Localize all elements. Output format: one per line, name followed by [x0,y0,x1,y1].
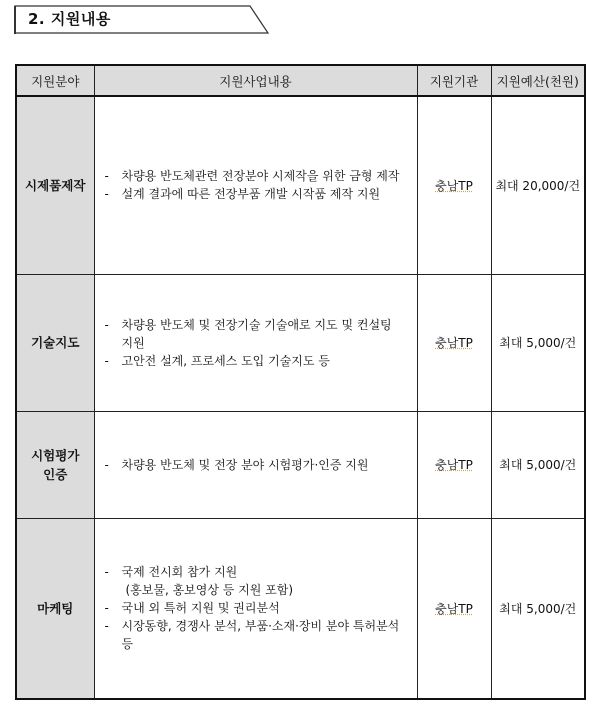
budget-cell: 최대 5,000/건 [491,274,585,411]
item-text: 국제 전시회 참가 지원 [121,565,238,580]
field-line: 인증 [43,466,68,482]
field-cell [16,411,94,518]
list-item [105,352,403,370]
item-text: 고안전 설계, 프로세스 도입 기술지도 등 [121,353,330,368]
table-row [16,96,585,274]
content-cell [94,411,417,518]
budget-cell: 최대 20,000/건 [491,96,585,274]
header-content: 지원사업내용 [94,65,417,96]
bullet-dash: - [104,457,109,472]
table-row [16,274,585,411]
budget-cell: 최대 5,000/건 [491,518,585,699]
item-subtext: (홍보물, 홍보영상 등 지원 포함) [125,583,294,598]
item-text: 국내 외 특허 지원 및 권리분석 [121,601,280,616]
item-text: 차량용 반도체관련 전장분야 시제작을 위한 금형 제작 [121,169,400,184]
bullet-dash: - [104,565,109,580]
agency-text: 충남TP [435,601,473,616]
bullet-dash: - [104,169,109,184]
agency-text: 충남TP [435,336,473,350]
item-text: 설계 결과에 따른 전장부품 개발 시작품 제작 지원 [121,187,381,202]
agency-cell [417,518,491,699]
agency-text: 충남TP [435,458,473,472]
table-row [16,518,585,699]
header-budget: 지원예산(천원) [491,65,585,96]
section-heading [14,5,266,33]
item-text: 차량용 반도체 및 전장기술 기술애로 지도 및 컨설팅 지원 [121,317,392,350]
content-cell [94,96,417,274]
list-item [105,167,403,185]
item-text: 시장동향, 경쟁사 분석, 부품·소재·장비 분야 특허분석 등 [121,619,400,652]
bullet-dash: - [104,187,109,202]
field-cell: 시제품제작 [16,96,94,274]
list-item [105,185,403,203]
field-cell: 마케팅 [16,518,94,699]
content-cell [94,518,417,699]
support-table [15,64,586,700]
agency-cell [417,274,491,411]
list-item [105,563,403,599]
table-header-row [16,65,585,96]
bullet-dash: - [104,601,109,616]
section-title: 2. 지원내용 [28,10,111,28]
table-row [16,411,585,518]
list-item [105,316,403,352]
list-item [105,599,403,617]
agency-cell [417,96,491,274]
header-field: 지원분야 [16,65,94,96]
list-item [105,456,403,474]
bullet-dash: - [104,317,109,332]
bullet-dash: - [104,353,109,368]
list-item [105,617,403,653]
budget-cell: 최대 5,000/건 [491,411,585,518]
field-cell: 기술지도 [16,274,94,411]
item-text: 차량용 반도체 및 전장 분야 시험평가·인증 지원 [121,457,369,472]
field-line: 시험평가 [31,447,80,463]
bullet-dash: - [104,619,109,634]
header-agency: 지원기관 [417,65,491,96]
content-cell [94,274,417,411]
agency-cell [417,411,491,518]
agency-text: 충남TP [435,178,473,193]
